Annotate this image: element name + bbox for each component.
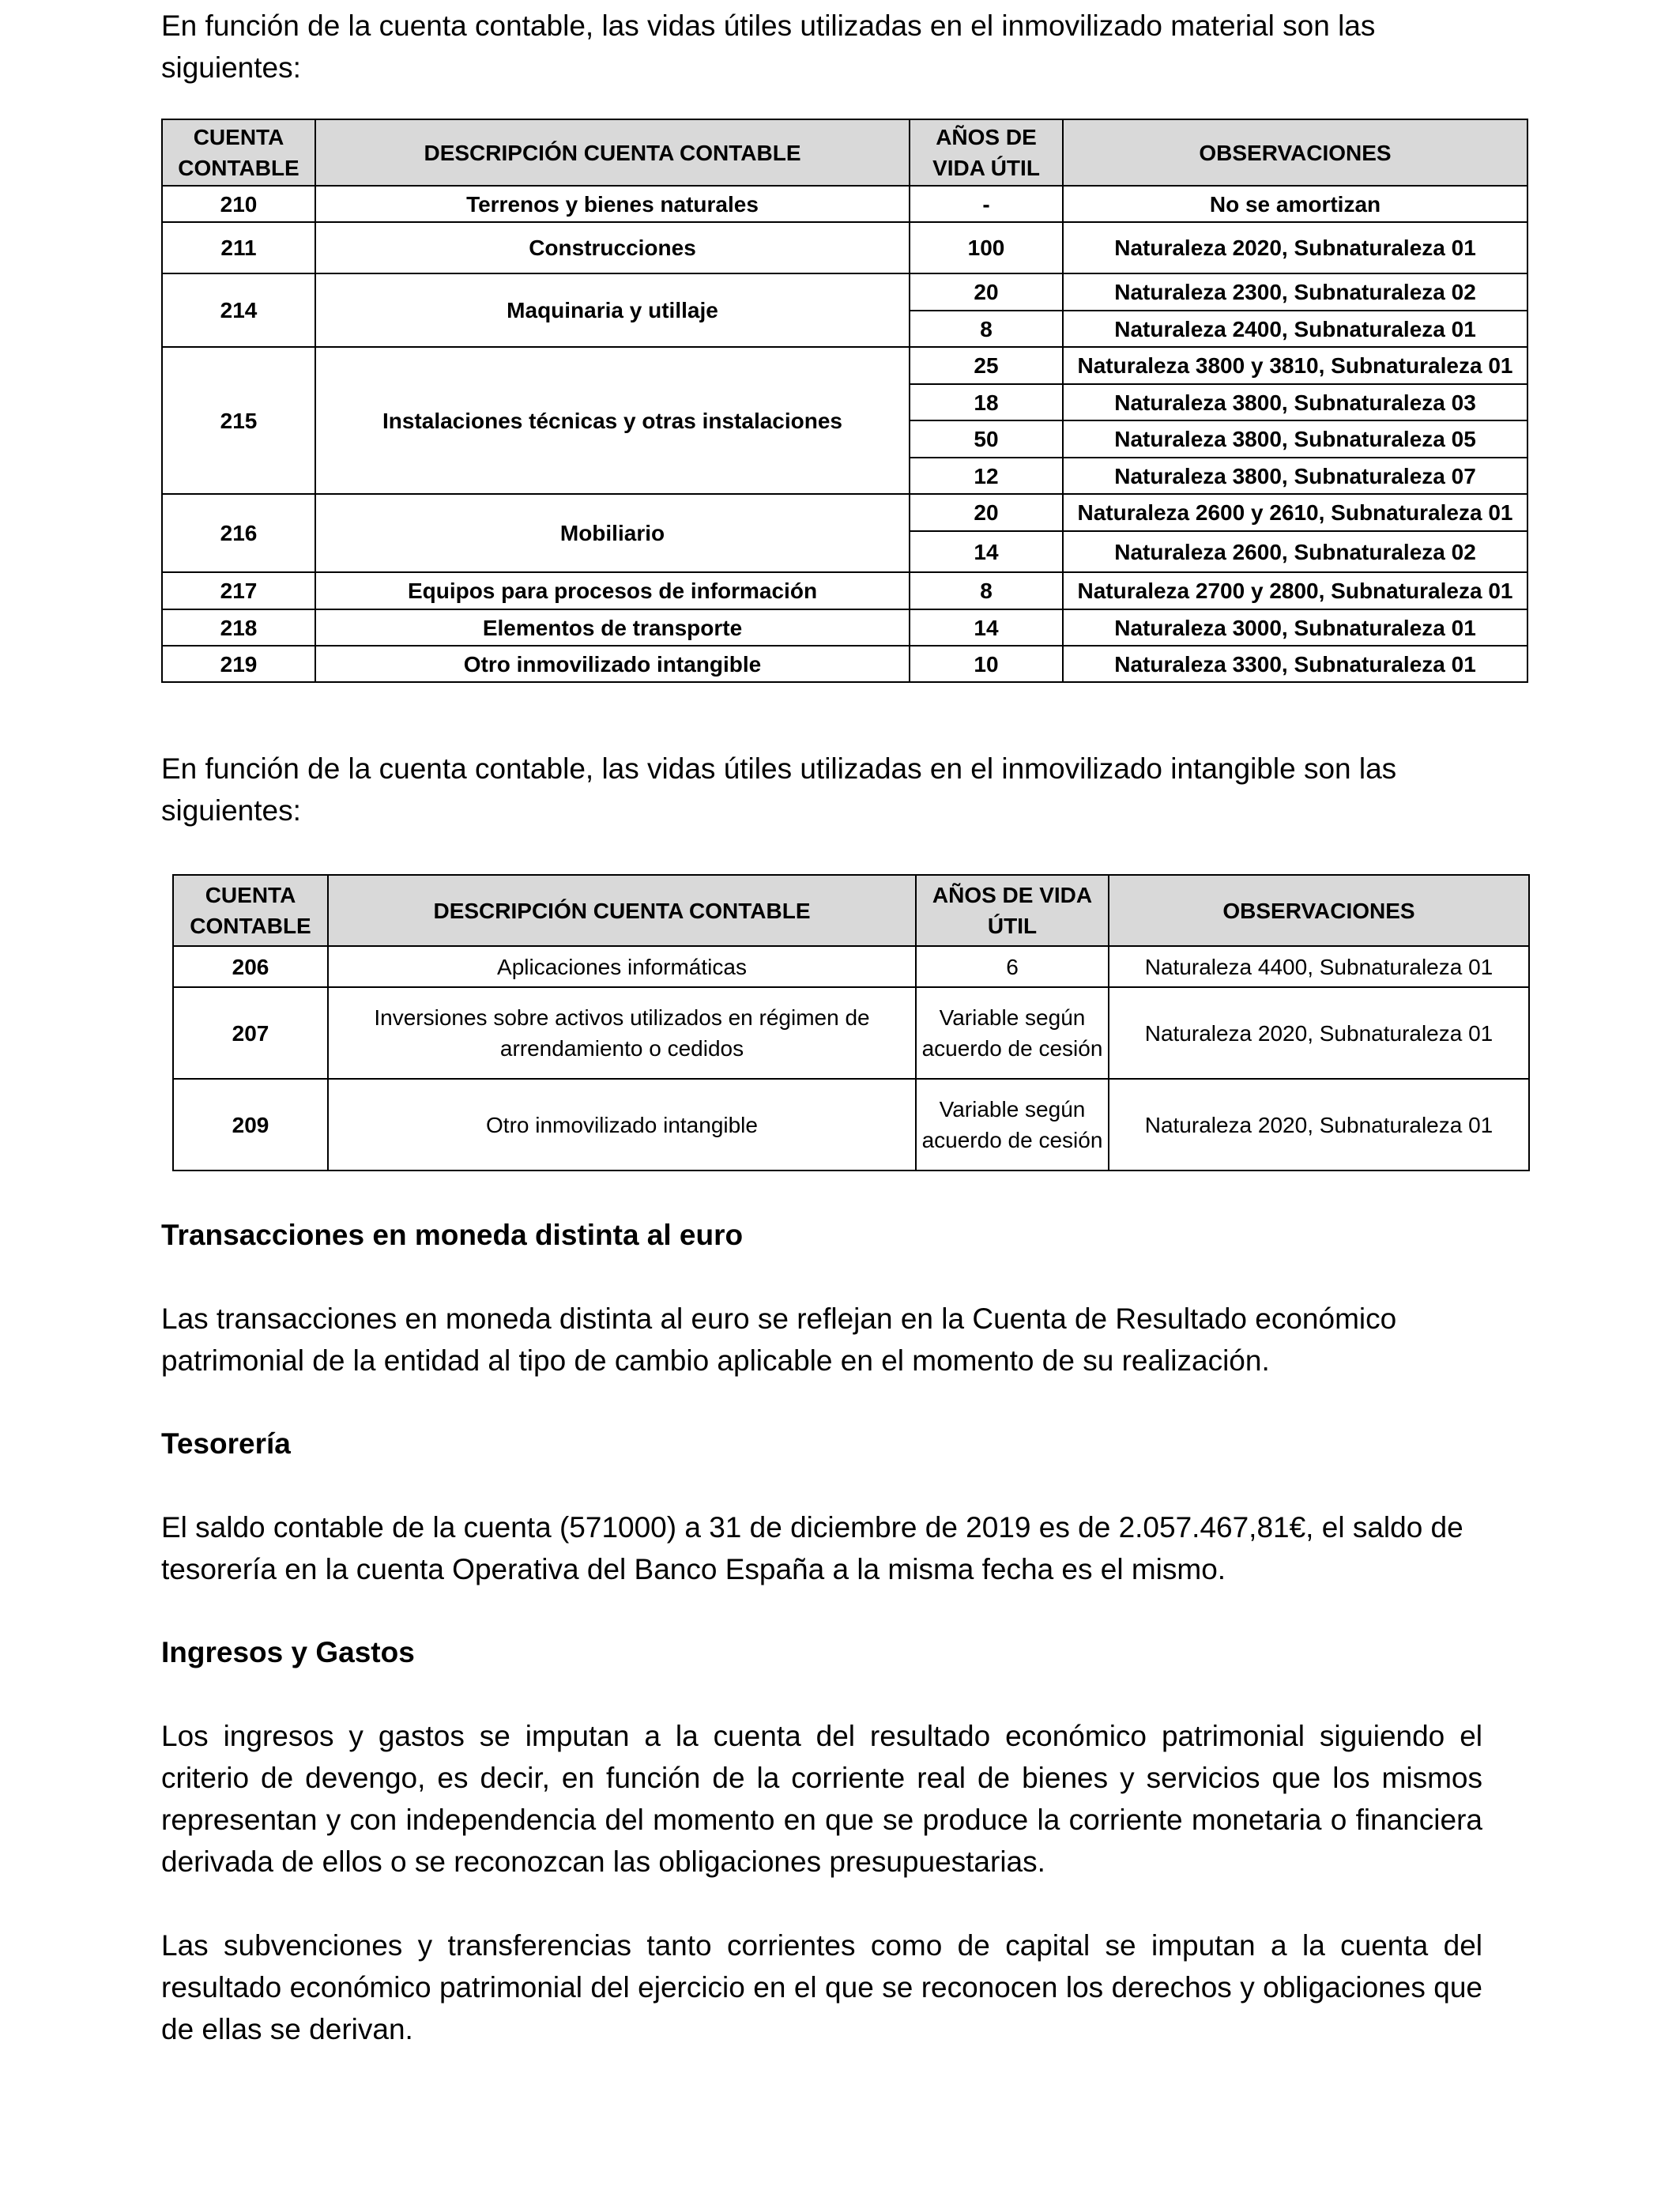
account-cell: 215: [162, 347, 315, 494]
table-row: [162, 646, 1527, 682]
observations-cell: Naturaleza 2600 y 2610, Subnaturaleza 01: [1063, 494, 1527, 531]
observations-cell: Naturaleza 2020, Subnaturaleza 01: [1109, 987, 1529, 1079]
years-cell: 18: [910, 384, 1063, 420]
table-row: [162, 347, 1527, 384]
description-cell: Equipos para procesos de información: [315, 572, 910, 609]
description-cell: Instalaciones técnicas y otras instalaciones: [315, 347, 910, 494]
years-cell: 8: [910, 572, 1063, 609]
observations-cell: Naturaleza 2300, Subnaturaleza 02: [1063, 273, 1527, 311]
years-cell: Variable según acuerdo de cesión: [916, 1079, 1109, 1171]
years-cell: 20: [910, 494, 1063, 531]
observations-cell: Naturaleza 3800 y 3810, Subnaturaleza 01: [1063, 347, 1527, 384]
table-row: [173, 1079, 1529, 1171]
account-cell: 218: [162, 609, 315, 646]
table-row: [173, 946, 1529, 987]
years-cell: 20: [910, 273, 1063, 311]
years-cell: 14: [910, 609, 1063, 646]
income-section-text-1: Los ingresos y gastos se imputan a la cuenta del resultado económico patrimonial siguiendo el criterio de devengo, es decir, en función de la corriente real de bienes y servicios que los mismos representan y con independencia del momento en que se produce la corriente monetaria o financiera derivada de ellos o se reconozcan las obligaciones presupuestarias.: [161, 1720, 1482, 1878]
years-cell: 12: [910, 458, 1063, 494]
account-cell: 211: [162, 222, 315, 273]
intangible-assets-table: [172, 874, 1530, 1171]
table-row: [162, 222, 1527, 273]
account-cell: 207: [173, 987, 328, 1079]
account-cell: 217: [162, 572, 315, 609]
intro-material-paragraph: En función de la cuenta contable, las vidas útiles utilizadas en el inmovilizado material son las siguientes:: [161, 9, 1376, 84]
header-description: DESCRIPCIÓN CUENTA CONTABLE: [315, 119, 910, 186]
table-row: [173, 987, 1529, 1079]
header-observations: OBSERVACIONES: [1063, 119, 1527, 186]
years-cell: 100: [910, 222, 1063, 273]
observations-cell: Naturaleza 3300, Subnaturaleza 01: [1063, 646, 1527, 682]
currency-section-text: Las transacciones en moneda distinta al euro se reflejan en la Cuenta de Resultado económico patrimonial de la entidad al tipo de cambio aplicable en el momento de su realización.: [161, 1302, 1397, 1377]
header-observations: OBSERVACIONES: [1109, 875, 1529, 946]
income-section-text-2: Las subvenciones y transferencias tanto corrientes como de capital se imputan a la cuenta del resultado económico patrimonial del ejercicio en el que se reconocen los derechos y obligaciones que de ellas se derivan.: [161, 1929, 1482, 2045]
treasury-section-title: Tesorería: [161, 1427, 291, 1460]
description-cell: Otro inmovilizado intangible: [328, 1079, 916, 1171]
years-cell: 8: [910, 311, 1063, 347]
account-cell: 214: [162, 273, 315, 347]
account-cell: 216: [162, 494, 315, 572]
observations-cell: Naturaleza 2700 y 2800, Subnaturaleza 01: [1063, 572, 1527, 609]
description-cell: Maquinaria y utillaje: [315, 273, 910, 347]
table-row: [162, 273, 1527, 311]
observations-cell: Naturaleza 3800, Subnaturaleza 03: [1063, 384, 1527, 420]
description-cell: Terrenos y bienes naturales: [315, 186, 910, 222]
account-cell: 209: [173, 1079, 328, 1171]
years-cell: 50: [910, 420, 1063, 458]
description-cell: Aplicaciones informáticas: [328, 946, 916, 987]
description-cell: Mobiliario: [315, 494, 910, 572]
years-cell: -: [910, 186, 1063, 222]
income-section-title: Ingresos y Gastos: [161, 1636, 415, 1668]
header-description: DESCRIPCIÓN CUENTA CONTABLE: [328, 875, 916, 946]
observations-cell: Naturaleza 3800, Subnaturaleza 05: [1063, 420, 1527, 458]
observations-cell: Naturaleza 3000, Subnaturaleza 01: [1063, 609, 1527, 646]
observations-cell: Naturaleza 4400, Subnaturaleza 01: [1109, 946, 1529, 987]
table-row: [162, 572, 1527, 609]
currency-section-title: Transacciones en moneda distinta al euro: [161, 1219, 744, 1251]
years-cell: 6: [916, 946, 1109, 987]
observations-cell: Naturaleza 2020, Subnaturaleza 01: [1109, 1079, 1529, 1171]
account-cell: 210: [162, 186, 315, 222]
description-cell: Otro inmovilizado intangible: [315, 646, 910, 682]
table-row: [162, 494, 1527, 531]
table-header-row: [162, 119, 1527, 186]
header-years: AÑOS DE VIDA ÚTIL: [916, 875, 1109, 946]
observations-cell: Naturaleza 3800, Subnaturaleza 07: [1063, 458, 1527, 494]
observations-cell: Naturaleza 2400, Subnaturaleza 01: [1063, 311, 1527, 347]
years-cell: 25: [910, 347, 1063, 384]
material-assets-table: [161, 119, 1528, 683]
table-header-row: [173, 875, 1529, 946]
treasury-section-text: El saldo contable de la cuenta (571000) a 31 de diciembre de 2019 es de 2.057.467,81€, el saldo de tesorería en la cuenta Operativa del Banco España a la misma fecha es el mismo.: [161, 1511, 1463, 1585]
years-cell: Variable según acuerdo de cesión: [916, 987, 1109, 1079]
table-row: [162, 609, 1527, 646]
description-cell: Elementos de transporte: [315, 609, 910, 646]
account-cell: 219: [162, 646, 315, 682]
years-cell: 14: [910, 531, 1063, 572]
observations-cell: No se amortizan: [1063, 186, 1527, 222]
observations-cell: Naturaleza 2020, Subnaturaleza 01: [1063, 222, 1527, 273]
description-cell: Inversiones sobre activos utilizados en régimen de arrendamiento o cedidos: [328, 987, 916, 1079]
header-account: CUENTA CONTABLE: [162, 119, 315, 186]
intro-intangible-paragraph: En función de la cuenta contable, las vidas útiles utilizadas en el inmovilizado intangible son las siguientes:: [161, 752, 1397, 827]
header-years: AÑOS DE VIDA ÚTIL: [910, 119, 1063, 186]
years-cell: 10: [910, 646, 1063, 682]
table-row: [162, 186, 1527, 222]
account-cell: 206: [173, 946, 328, 987]
header-account: CUENTA CONTABLE: [173, 875, 328, 946]
description-cell: Construcciones: [315, 222, 910, 273]
observations-cell: Naturaleza 2600, Subnaturaleza 02: [1063, 531, 1527, 572]
